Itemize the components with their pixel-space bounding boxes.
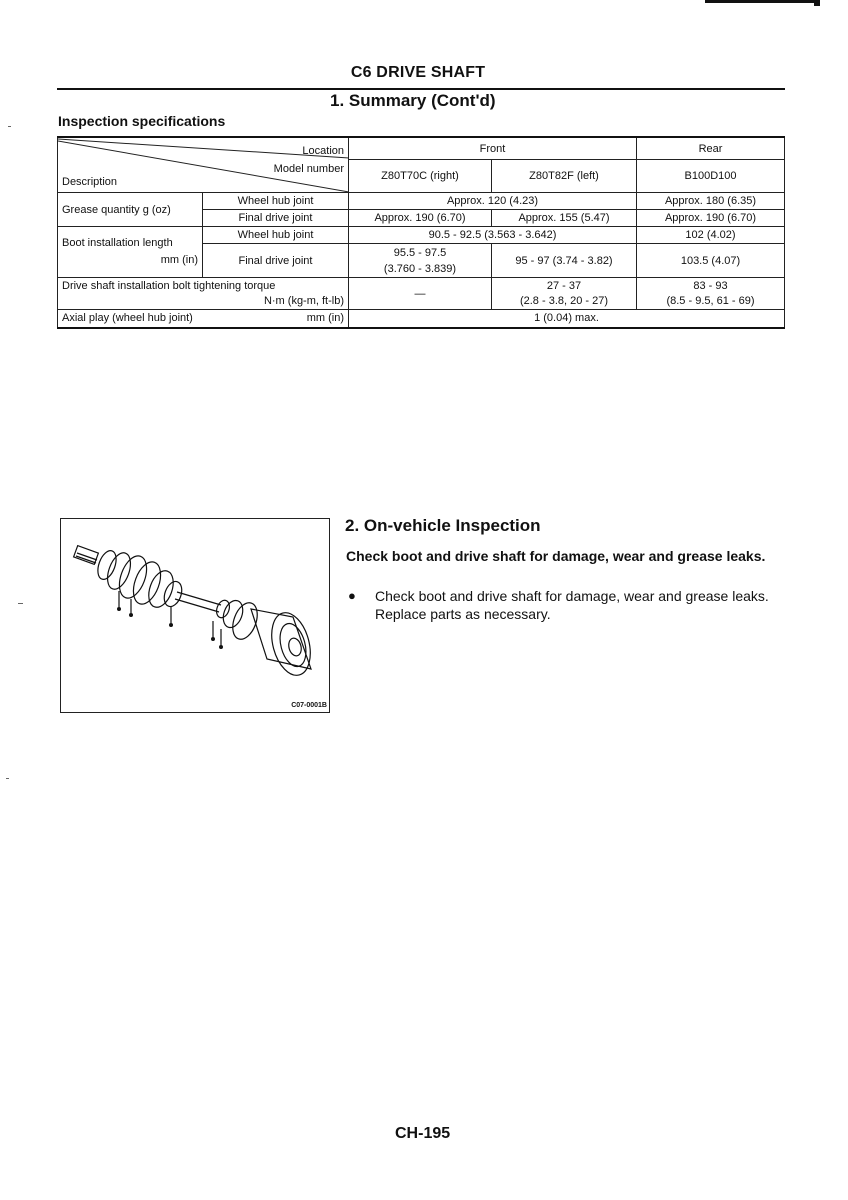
front-header: Front <box>349 137 637 160</box>
section-subtitle: 1. Summary (Cont'd) <box>330 91 496 110</box>
wheel-hub-joint-label-2: Wheel hub joint <box>203 227 349 244</box>
bolt-torque-rear-nm: 83 - 93 <box>693 279 728 292</box>
bolt-torque-label-cell <box>58 278 349 310</box>
bullet-icon: ● <box>348 588 356 603</box>
figure-code: C07-0001B <box>291 702 327 709</box>
margin-speck <box>18 603 23 604</box>
boot-final-right-inch: (3.760 - 3.839) <box>383 262 457 275</box>
bolt-torque-left-nm: 27 - 37 <box>546 279 582 292</box>
grease-hub-front: Approx. 120 (4.23) <box>349 193 637 210</box>
final-drive-joint-label: Final drive joint <box>203 210 349 227</box>
boot-final-left: 95 - 97 (3.74 - 3.82) <box>492 244 637 278</box>
section-title: C6 DRIVE SHAFT <box>350 64 486 81</box>
margin-speck <box>8 126 11 127</box>
bolt-torque-rear-alt: (8.5 - 9.5, 61 - 69) <box>666 294 755 307</box>
inspection-spec-label: Inspection specifications <box>58 113 226 129</box>
axial-play-label: Axial play (wheel hub joint) <box>62 312 193 325</box>
bolt-torque-label: Drive shaft installation bolt tightening torque <box>62 279 276 292</box>
bolt-torque-unit: N·m (kg-m, ft-lb) <box>263 294 344 307</box>
corner-block <box>814 0 820 6</box>
boot-hub-rear: 102 (4.02) <box>637 227 785 244</box>
model-right: Z80T70C (right) <box>349 160 492 193</box>
inspection-spec-table <box>57 136 785 329</box>
corner-mark <box>705 0 820 3</box>
grease-final-rear: Approx. 190 (6.70) <box>637 210 785 227</box>
bolt-torque-right: — <box>349 278 492 310</box>
boot-final-right <box>349 244 492 278</box>
axial-play-value: 1 (0.04) max. <box>349 310 785 328</box>
model-left: Z80T82F (left) <box>492 160 637 193</box>
bolt-torque-rear <box>637 278 785 310</box>
model-rear: B100D100 <box>637 160 785 193</box>
rear-header: Rear <box>637 137 785 160</box>
bolt-torque-left-alt: (2.8 - 3.8, 20 - 27) <box>519 294 609 307</box>
bolt-torque-left <box>492 278 637 310</box>
boot-final-rear: 103.5 (4.07) <box>637 244 785 278</box>
grease-final-right: Approx. 190 (6.70) <box>349 210 492 227</box>
on-vehicle-inspection-title: 2. On-vehicle Inspection <box>345 516 541 535</box>
grease-quantity-label: Grease quantity g (oz) <box>58 193 203 227</box>
wheel-hub-joint-label: Wheel hub joint <box>203 193 349 210</box>
boot-length-unit: mm (in) <box>160 254 198 266</box>
boot-length-label: Boot installation length <box>62 237 173 249</box>
description-label: Description <box>62 176 118 188</box>
grease-final-left: Approx. 155 (5.47) <box>492 210 637 227</box>
grease-hub-rear: Approx. 180 (6.35) <box>637 193 785 210</box>
drive-shaft-figure <box>60 518 330 713</box>
boot-final-right-range: 95.5 - 97.5 <box>393 246 447 259</box>
margin-speck <box>6 778 9 779</box>
table-corner-cell <box>58 137 349 193</box>
bullet-text: Check boot and drive shaft for damage, wear and grease leaks. Replace parts as necessary. <box>375 588 769 622</box>
axial-play-unit: mm (in) <box>306 312 344 325</box>
page-number: CH-195 <box>395 1125 451 1142</box>
drive-shaft-illustration <box>61 519 329 712</box>
location-label: Location <box>302 145 344 157</box>
boot-length-label-cell <box>58 227 203 278</box>
model-number-label: Model number <box>273 163 344 175</box>
header-rule <box>57 88 785 90</box>
axial-play-label-cell <box>58 310 349 328</box>
inspection-heading: Check boot and drive shaft for damage, wear and grease leaks. <box>346 548 766 564</box>
boot-hub-front: 90.5 - 92.5 (3.563 - 3.642) <box>349 227 637 244</box>
final-drive-joint-label-2: Final drive joint <box>203 244 349 278</box>
